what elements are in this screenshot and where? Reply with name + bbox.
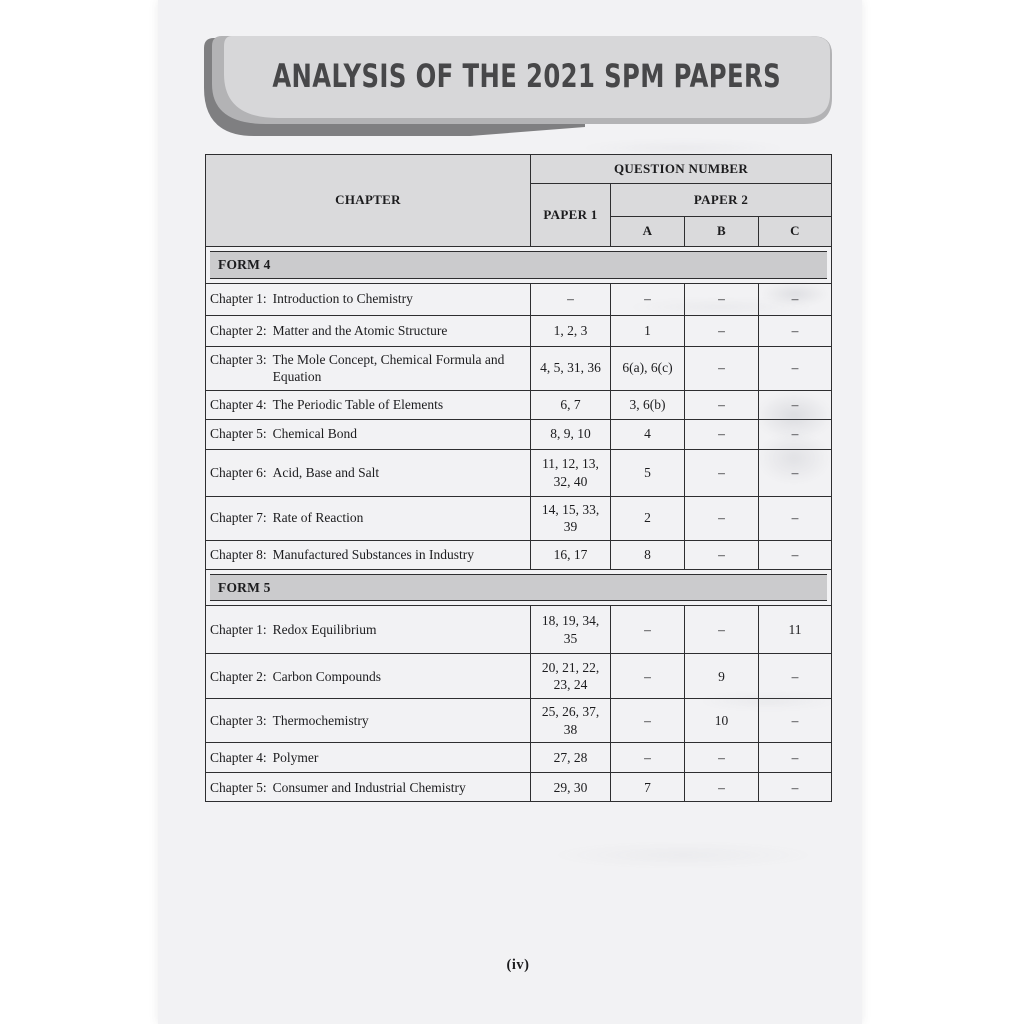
paper1-cell: 25, 26, 37, 38 — [531, 699, 611, 743]
chapter-title: Acid, Base and Salt — [272, 464, 380, 480]
chapter-label: Chapter 5: — [210, 779, 267, 795]
title-banner — [200, 36, 834, 140]
analysis-table — [205, 154, 832, 802]
chapter-title: Thermochemistry — [272, 713, 369, 729]
chapter-title: Matter and the Atomic Structure — [272, 322, 448, 338]
paper1-cell: 6, 7 — [531, 390, 611, 419]
paper2-b-cell: 10 — [685, 699, 759, 743]
chapter-label: Chapter 1: — [210, 291, 267, 307]
paper2-c-cell: – — [759, 496, 832, 540]
paper1-cell: 18, 19, 34, 35 — [531, 606, 611, 654]
paper2-a-cell: 1 — [611, 315, 685, 346]
paper2-b-cell: – — [685, 496, 759, 540]
paper2-a-cell: 2 — [611, 496, 685, 540]
paper2-a-cell: 3, 6(b) — [611, 390, 685, 419]
table-row — [206, 699, 832, 743]
paper2-c-cell: – — [759, 315, 832, 346]
paper2-a-cell: 7 — [611, 773, 685, 802]
paper1-cell: 20, 21, 22, 23, 24 — [531, 654, 611, 699]
chapter-title: Introduction to Chemistry — [272, 291, 413, 307]
paper1-header-cell: PAPER 1 — [531, 184, 611, 247]
chapter-title: Manufactured Substances in Industry — [272, 546, 474, 562]
page-title-text: ANALYSIS OF THE 2021 SPM PAPERS — [272, 57, 782, 95]
table-row — [206, 773, 832, 802]
chapter-title: Polymer — [272, 750, 319, 766]
chapter-cell — [206, 540, 531, 569]
chapter-title: Rate of Reaction — [272, 510, 364, 526]
chapter-cell — [206, 773, 531, 802]
paper2-c-cell: – — [759, 540, 832, 569]
table-row — [206, 283, 832, 315]
paper2-b-cell: – — [685, 390, 759, 419]
chapter-cell — [206, 699, 531, 743]
chapter-cell — [206, 743, 531, 773]
chapter-title: Redox Equilibrium — [272, 622, 377, 637]
paper2-a-cell: 5 — [611, 449, 685, 496]
table-row — [206, 315, 832, 346]
paper2-b-header-cell: B — [685, 217, 759, 247]
paper2-b-cell: – — [685, 540, 759, 569]
paper2-a-cell: – — [611, 283, 685, 315]
paper2-a-cell: 4 — [611, 419, 685, 449]
chapter-cell — [206, 654, 531, 699]
paper2-b-cell: 9 — [685, 654, 759, 699]
paper2-a-cell: 6(a), 6(c) — [611, 346, 685, 390]
chapter-title: Chemical Bond — [272, 426, 357, 442]
paper2-c-cell: – — [759, 283, 832, 315]
paper2-a-cell: – — [611, 606, 685, 654]
paper2-c-cell: – — [759, 419, 832, 449]
page-number: (iv) — [506, 957, 530, 973]
chapter-cell — [206, 449, 531, 496]
chapter-label: Chapter 1: — [210, 622, 267, 637]
chapter-label: Chapter 6: — [210, 464, 267, 480]
table-row — [206, 540, 832, 569]
paper2-header-cell: PAPER 2 — [611, 184, 832, 217]
paper2-c-header-cell: C — [759, 217, 832, 247]
paper2-a-header-cell: A — [611, 217, 685, 247]
chapter-label: Chapter 4: — [210, 750, 267, 766]
chapter-cell — [206, 606, 531, 654]
chapter-title: Carbon Compounds — [272, 668, 382, 684]
table-header — [206, 155, 832, 247]
chapter-header-cell: CHAPTER — [206, 155, 531, 247]
chapter-cell — [206, 419, 531, 449]
chapter-label: Chapter 2: — [210, 322, 267, 338]
paper1-cell: 16, 17 — [531, 540, 611, 569]
paper1-cell: 8, 9, 10 — [531, 419, 611, 449]
chapter-cell — [206, 390, 531, 419]
section-header-cell — [206, 569, 832, 606]
section-header-cell — [206, 247, 832, 284]
table-row — [206, 654, 832, 699]
paper1-cell: 4, 5, 31, 36 — [531, 346, 611, 390]
table-row — [206, 449, 832, 496]
paper2-a-cell: – — [611, 743, 685, 773]
show-through-smudge — [548, 842, 818, 868]
chapter-cell — [206, 496, 531, 540]
table-body — [206, 247, 832, 802]
paper2-b-cell: – — [685, 743, 759, 773]
paper2-c-cell: – — [759, 654, 832, 699]
header-row-1 — [206, 155, 832, 184]
paper2-c-cell: – — [759, 699, 832, 743]
chapter-title: The Mole Concept, Chemical Formula and Equation — [272, 351, 505, 385]
paper2-c-cell: – — [759, 773, 832, 802]
chapter-title: The Periodic Table of Elements — [272, 396, 444, 412]
page-title — [224, 36, 830, 116]
paper2-a-cell: – — [611, 699, 685, 743]
paper2-c-cell: – — [759, 346, 832, 390]
question-number-header-cell: QUESTION NUMBER — [531, 155, 832, 184]
paper2-b-cell: – — [685, 283, 759, 315]
table-row — [206, 419, 832, 449]
chapter-cell — [206, 315, 531, 346]
paper2-b-cell: – — [685, 419, 759, 449]
paper2-c-cell: – — [759, 449, 832, 496]
table-row — [206, 346, 832, 390]
paper1-cell: 1, 2, 3 — [531, 315, 611, 346]
paper1-cell: 27, 28 — [531, 743, 611, 773]
table-row — [206, 496, 832, 540]
chapter-label: Chapter 8: — [210, 546, 267, 562]
paper2-b-cell: – — [685, 449, 759, 496]
paper1-cell: 11, 12, 13, 32, 40 — [531, 449, 611, 496]
chapter-label: Chapter 4: — [210, 396, 267, 412]
paper2-b-cell: – — [685, 315, 759, 346]
section-title: FORM 5 — [210, 574, 827, 602]
chapter-label: Chapter 3: — [210, 351, 267, 367]
paper2-a-cell: 8 — [611, 540, 685, 569]
table-row — [206, 390, 832, 419]
paper1-cell: – — [531, 283, 611, 315]
table-row — [206, 606, 832, 654]
paper2-a-cell: – — [611, 654, 685, 699]
section-row — [206, 247, 832, 284]
book-page — [158, 0, 862, 1024]
chapter-label: Chapter 7: — [210, 510, 267, 526]
paper1-cell: 29, 30 — [531, 773, 611, 802]
paper2-b-cell: – — [685, 346, 759, 390]
chapter-label: Chapter 2: — [210, 668, 267, 684]
chapter-title: Consumer and Industrial Chemistry — [272, 779, 466, 795]
section-row — [206, 569, 832, 606]
chapter-label: Chapter 3: — [210, 713, 267, 729]
section-title: FORM 4 — [210, 251, 827, 279]
paper2-b-cell: – — [685, 773, 759, 802]
table-row — [206, 743, 832, 773]
chapter-label: Chapter 5: — [210, 426, 267, 442]
paper2-b-cell: – — [685, 606, 759, 654]
paper1-cell: 14, 15, 33, 39 — [531, 496, 611, 540]
chapter-cell — [206, 283, 531, 315]
chapter-cell — [206, 346, 531, 390]
paper2-c-cell: 11 — [759, 606, 832, 654]
paper2-c-cell: – — [759, 743, 832, 773]
paper2-c-cell: – — [759, 390, 832, 419]
